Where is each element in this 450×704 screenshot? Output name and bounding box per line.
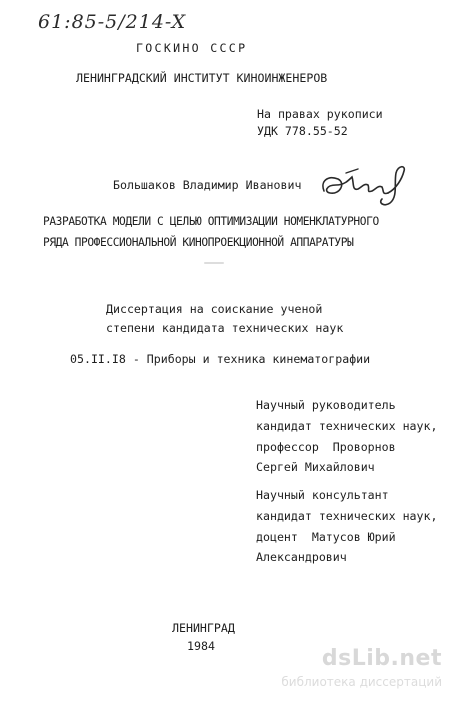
dissertation-title-line-1: РАЗРАБОТКА МОДЕЛИ С ЦЕЛЬЮ ОПТИМИЗАЦИИ НОМЕНКЛАТУРНОГО xyxy=(43,215,379,228)
manuscript-rights: На правах рукописи xyxy=(257,107,383,121)
dissertation-purpose-line-1: Диссертация на соискание ученой xyxy=(106,302,323,316)
city: ЛЕНИНГРАД xyxy=(172,621,235,635)
agency-name: ГОСКИНО СССР xyxy=(136,41,248,55)
handwritten-catalog-code: 61:85-5/214-X xyxy=(38,11,187,33)
consultant-title-name: доцент Матусов Юрий xyxy=(256,530,396,544)
author-name: Большаков Владимир Иванович xyxy=(113,178,302,192)
watermark-subtitle: библиотека диссертаций xyxy=(281,675,442,689)
site-watermark xyxy=(262,646,442,694)
dissertation-purpose-line-2: степени кандидата технических наук xyxy=(106,321,344,335)
author-signature xyxy=(318,163,410,211)
consultant-role: Научный консультант xyxy=(256,488,389,502)
supervisor-title-surname: профессор Проворнов xyxy=(256,440,396,454)
consultant-patronymic: Александрович xyxy=(256,550,347,564)
supervisor-given-names: Сергей Михайлович xyxy=(256,460,375,474)
consultant-degree: кандидат технических наук, xyxy=(256,509,438,523)
ink-smudge xyxy=(204,262,224,264)
institute-name: ЛЕНИНГРАДСКИЙ ИНСТИТУТ КИНОИНЖЕНЕРОВ xyxy=(76,71,328,85)
supervisor-degree: кандидат технических наук, xyxy=(256,419,438,433)
dissertation-title-line-2: РЯДА ПРОФЕССИОНАЛЬНОЙ КИНОПРОЕКЦИОННОЙ АППАРАТУРЫ xyxy=(43,236,354,249)
supervisor-role: Научный руководитель xyxy=(256,398,396,412)
specialty-code: 05.II.I8 - Приборы и техника кинематографии xyxy=(70,352,371,366)
watermark-logo: dsLib.net xyxy=(321,646,442,671)
year: 1984 xyxy=(187,639,215,653)
udc-code: УДК 778.55-52 xyxy=(257,124,348,138)
